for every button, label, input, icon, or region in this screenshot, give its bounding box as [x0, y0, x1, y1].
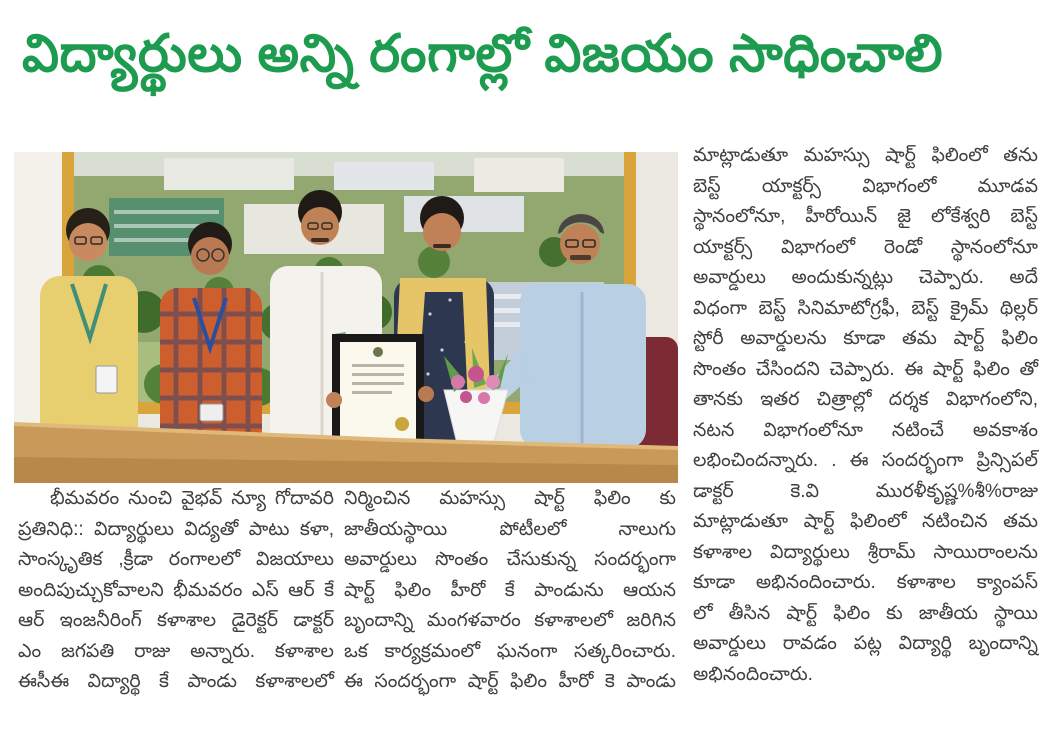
text-line: మాట్లాడుతూ షార్ట్ ఫిలింలో నటించిన తమ [693, 511, 1038, 532]
text-line: లో తీసిన షార్ట్ ఫిలిం కు జాతీయ స్థాయి [693, 602, 1038, 624]
news-photo-graphic [14, 152, 678, 483]
text-line: లభించిందన్నారు. . ఈ సందర్భంగా ప్రిన్సిపల్ [693, 450, 1038, 471]
text-line: ఒక కార్యక్రమంలో ఘనంగా సత్కరించారు. [344, 640, 676, 662]
news-photo [14, 152, 678, 483]
id-card [200, 404, 223, 421]
text-line: ఎం జగపతి రాజు అన్నారు. కళాశాల [18, 640, 334, 662]
text-line: అభినందించారు. [693, 663, 813, 685]
text-line: భీమవరం నుంచి వైభవ్ న్యూ గోదావరి [50, 488, 334, 509]
text-line: స్టోరీ అవార్డులను కూడా తమ షార్ట్ ఫిలిం [693, 328, 1038, 349]
text-line: యాక్టర్స్ విభాగంలో రెండో స్థానంలోనూ [693, 236, 1038, 258]
text-line: డాక్టర్ కె.వి మురళీకృష్ణ%శీ%రాజు [693, 480, 1038, 502]
text-line: తానకు ఇతర చిత్రాల్లో దర్శక విభాగంలోని, [693, 389, 1038, 410]
text-line: అవార్డులు సొంతం చేసుకున్న సందర్భంగా [344, 549, 676, 570]
article-column-left [18, 484, 334, 698]
text-line: అవార్డులు రావడం పట్ల విద్యార్థి బృందాన్ని [693, 633, 1038, 654]
text-line: నటన విభాగంలోనూ నటించే అవకాశం [693, 419, 1038, 441]
article-column-right [693, 141, 1038, 690]
id-card [96, 366, 117, 393]
text-line: బృందాన్ని మంగళవారం కళాశాలలో జరిగిన [344, 610, 676, 631]
text-line: షార్ట్ ఫిలిం హీరో కే పాండును ఆయన [344, 579, 676, 601]
text-line: నిర్మించిన మహస్సు షార్ట్ ఫిలిం కు [344, 488, 676, 509]
text-line: స్థానంలోనూ, హీరోయిన్ జై లోకేశ్వరి బెస్ట్ [693, 206, 1038, 227]
article-column-middle [344, 484, 676, 698]
text-line: సొంతం చేసిందని చెప్పారు. ఈ షార్ట్ ఫిలిం తో [693, 358, 1038, 380]
text-line: విధంగా బెస్ట్ సినిమాటోగ్రఫీ, బెస్ట్ క్రైమ్ థిల్లర్ [693, 297, 1038, 319]
text-line: మాట్లాడుతూ మహస్సు షార్ట్ ఫిలింలో తను [693, 145, 1038, 166]
text-line: బెస్ట్ యాక్టర్స్ విభాగంలో మూడవ [693, 175, 1038, 197]
text-line: అందిపుచ్చుకోవాలని భీమవరం ఎస్ ఆర్ కే [18, 579, 334, 601]
text-line: కూడా అభినందించారు. కళాశాల క్యాంపస్ [693, 572, 1038, 593]
text-line: సాంస్కృతిక ,క్రీడా రంగాలలో విజయాలు [18, 549, 334, 570]
text-line: ఈ సందర్భంగా షార్ట్ ఫిలిం హీరో కె పాండు [344, 671, 676, 692]
text-line: జాతీయస్థాయి పోటీలలో నాలుగు [344, 518, 676, 540]
headline: విద్యార్థులు అన్ని రంగాల్లో విజయం సాధించాలి [22, 25, 944, 83]
text-line: ఈసీఈ విద్యార్థి కే పాండు కళాశాలలో [18, 671, 334, 692]
text-line: అవార్డులు అందుకున్నట్లు చెప్పారు. అదే [693, 267, 1038, 288]
text-line: ఆర్ ఇంజనీరింగ్ కళాశాల డైరెక్టర్ డాక్టర్ [18, 610, 334, 631]
certificate [326, 334, 434, 450]
text-line: కళాశాల విద్యార్థులు శ్రీరామ్ సాయిరాంలను [693, 541, 1038, 563]
text-line: ప్రతినిధి:: విద్యార్థులు విద్యతో పాటు కళా, [18, 518, 334, 540]
